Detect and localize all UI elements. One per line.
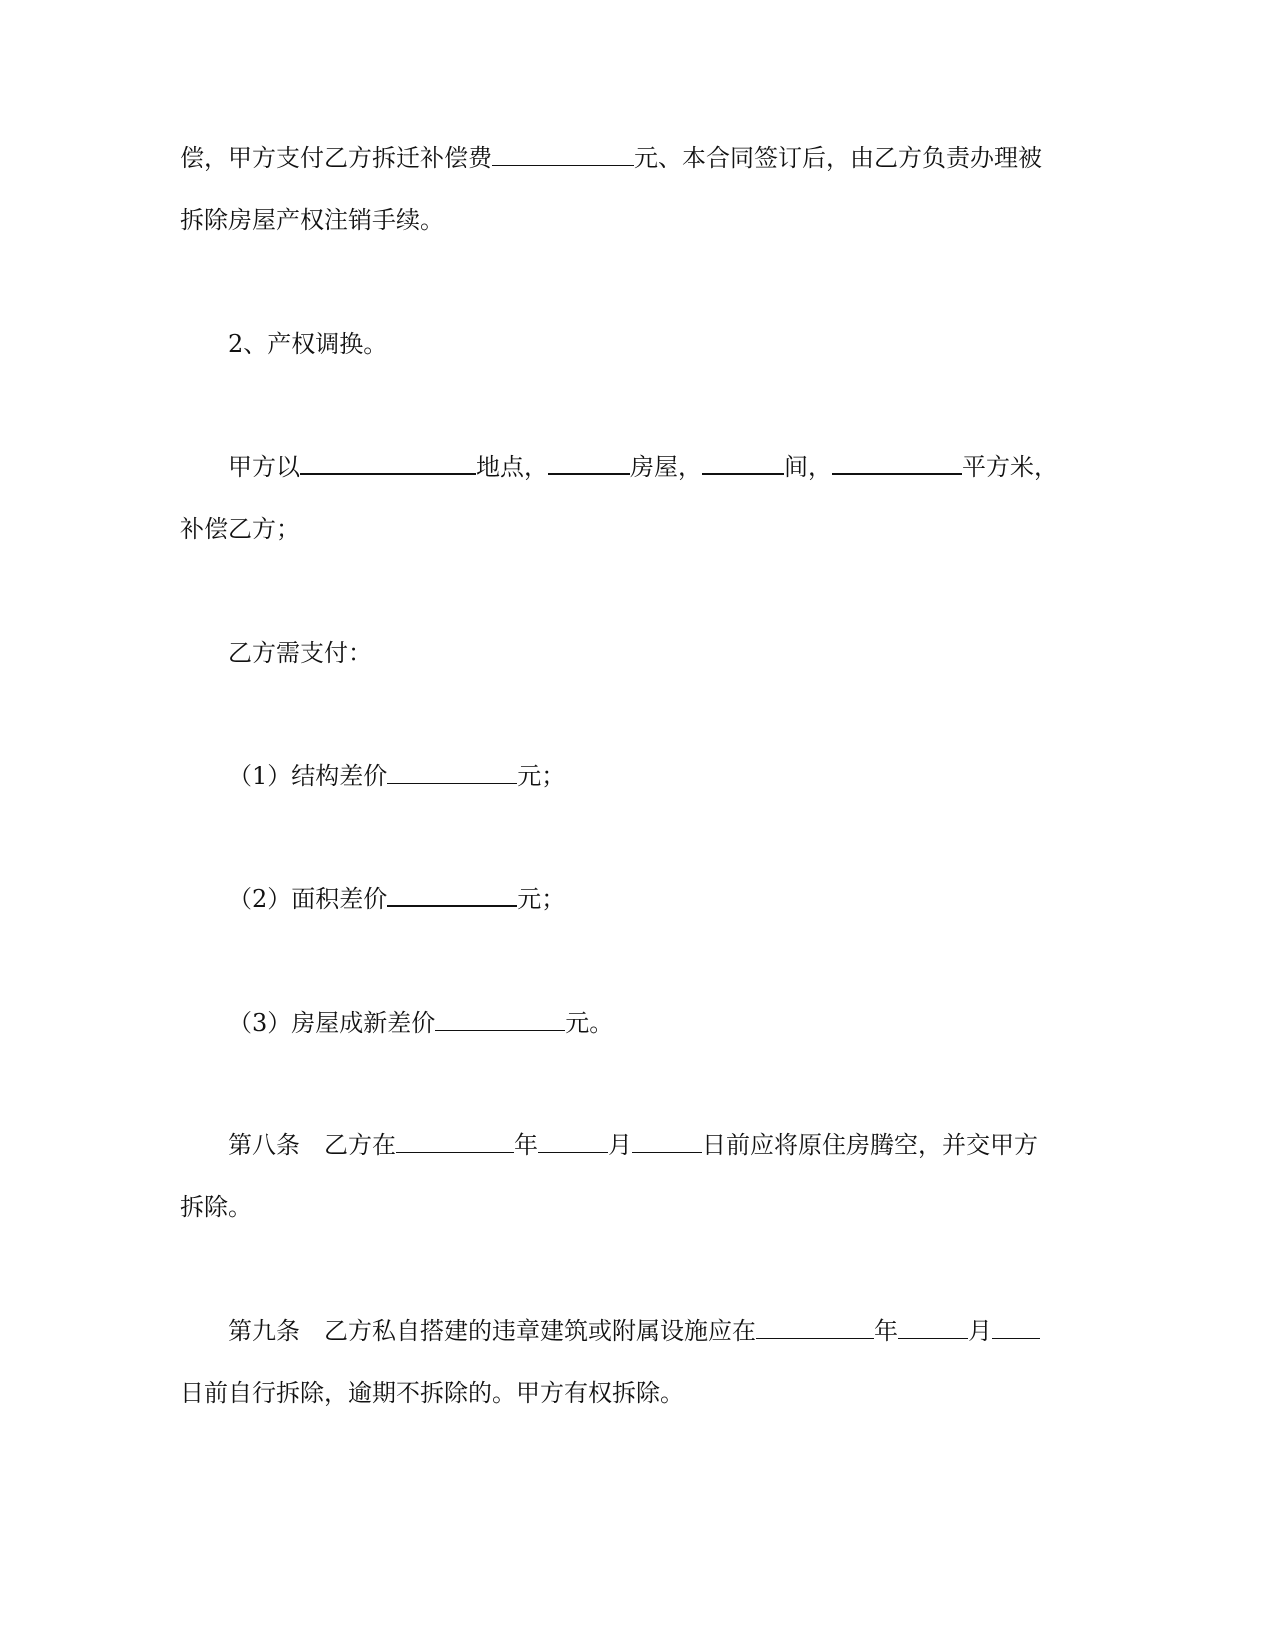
blank-field[interactable] bbox=[832, 451, 962, 475]
paragraph-line bbox=[180, 142, 1042, 174]
paragraph-line bbox=[228, 1007, 613, 1039]
text: （2）面积差价 bbox=[228, 885, 388, 913]
text: 月 bbox=[608, 1131, 632, 1159]
text: 地点， bbox=[476, 453, 548, 481]
paragraph-line bbox=[228, 1129, 1038, 1161]
blank-field[interactable] bbox=[992, 1316, 1040, 1339]
text: 月 bbox=[968, 1317, 992, 1345]
blank-field[interactable] bbox=[396, 1130, 514, 1153]
blank-field[interactable] bbox=[548, 451, 630, 475]
paragraph-line bbox=[180, 204, 444, 236]
paragraph-line bbox=[228, 637, 372, 669]
blank-field[interactable] bbox=[538, 1130, 608, 1153]
paragraph-line bbox=[180, 513, 300, 545]
text: 第九条 乙方私自搭建的违章建筑或附属设施应在 bbox=[228, 1317, 756, 1345]
text: 平方米， bbox=[962, 453, 1058, 481]
paragraph-line bbox=[228, 760, 565, 792]
blank-field[interactable] bbox=[435, 1008, 565, 1031]
blank-field[interactable] bbox=[756, 1316, 874, 1339]
text: 元、本合同签订后，由乙方负责办理被 bbox=[634, 144, 1042, 172]
text: （3）房屋成新差价 bbox=[228, 1009, 436, 1037]
blank-field[interactable] bbox=[702, 451, 784, 475]
blank-field[interactable] bbox=[898, 1316, 968, 1339]
text: 2、产权调换。 bbox=[228, 330, 388, 358]
text: 偿，甲方支付乙方拆迁补偿费 bbox=[180, 144, 492, 172]
text: 乙方需支付： bbox=[228, 639, 372, 667]
blank-field[interactable] bbox=[387, 761, 517, 784]
blank-field[interactable] bbox=[300, 451, 476, 475]
paragraph-line bbox=[228, 451, 1058, 483]
paragraph-line bbox=[228, 328, 387, 360]
text: 甲方以 bbox=[228, 453, 300, 481]
text: 元。 bbox=[565, 1009, 614, 1037]
text: 年 bbox=[514, 1131, 538, 1159]
text: 元； bbox=[517, 885, 566, 913]
blank-field[interactable] bbox=[632, 1130, 702, 1153]
text: 补偿乙方； bbox=[180, 515, 300, 543]
text: 间， bbox=[784, 453, 832, 481]
text: 房屋， bbox=[630, 453, 702, 481]
paragraph-line bbox=[228, 1315, 1040, 1347]
text: 日前应将原住房腾空，并交甲方 bbox=[702, 1131, 1038, 1159]
text: 拆除房屋产权注销手续。 bbox=[180, 206, 444, 234]
text: 元； bbox=[517, 762, 566, 790]
blank-field[interactable] bbox=[492, 143, 634, 166]
text: 日前自行拆除，逾期不拆除的。甲方有权拆除。 bbox=[180, 1379, 684, 1407]
text: 拆除。 bbox=[180, 1193, 252, 1221]
text: （1）结构差价 bbox=[228, 762, 388, 790]
text: 第八条 乙方在 bbox=[228, 1131, 396, 1159]
paragraph-line bbox=[228, 883, 565, 915]
paragraph-line bbox=[180, 1191, 252, 1223]
blank-field[interactable] bbox=[387, 883, 517, 907]
paragraph-line bbox=[180, 1377, 684, 1409]
text: 年 bbox=[874, 1317, 898, 1345]
